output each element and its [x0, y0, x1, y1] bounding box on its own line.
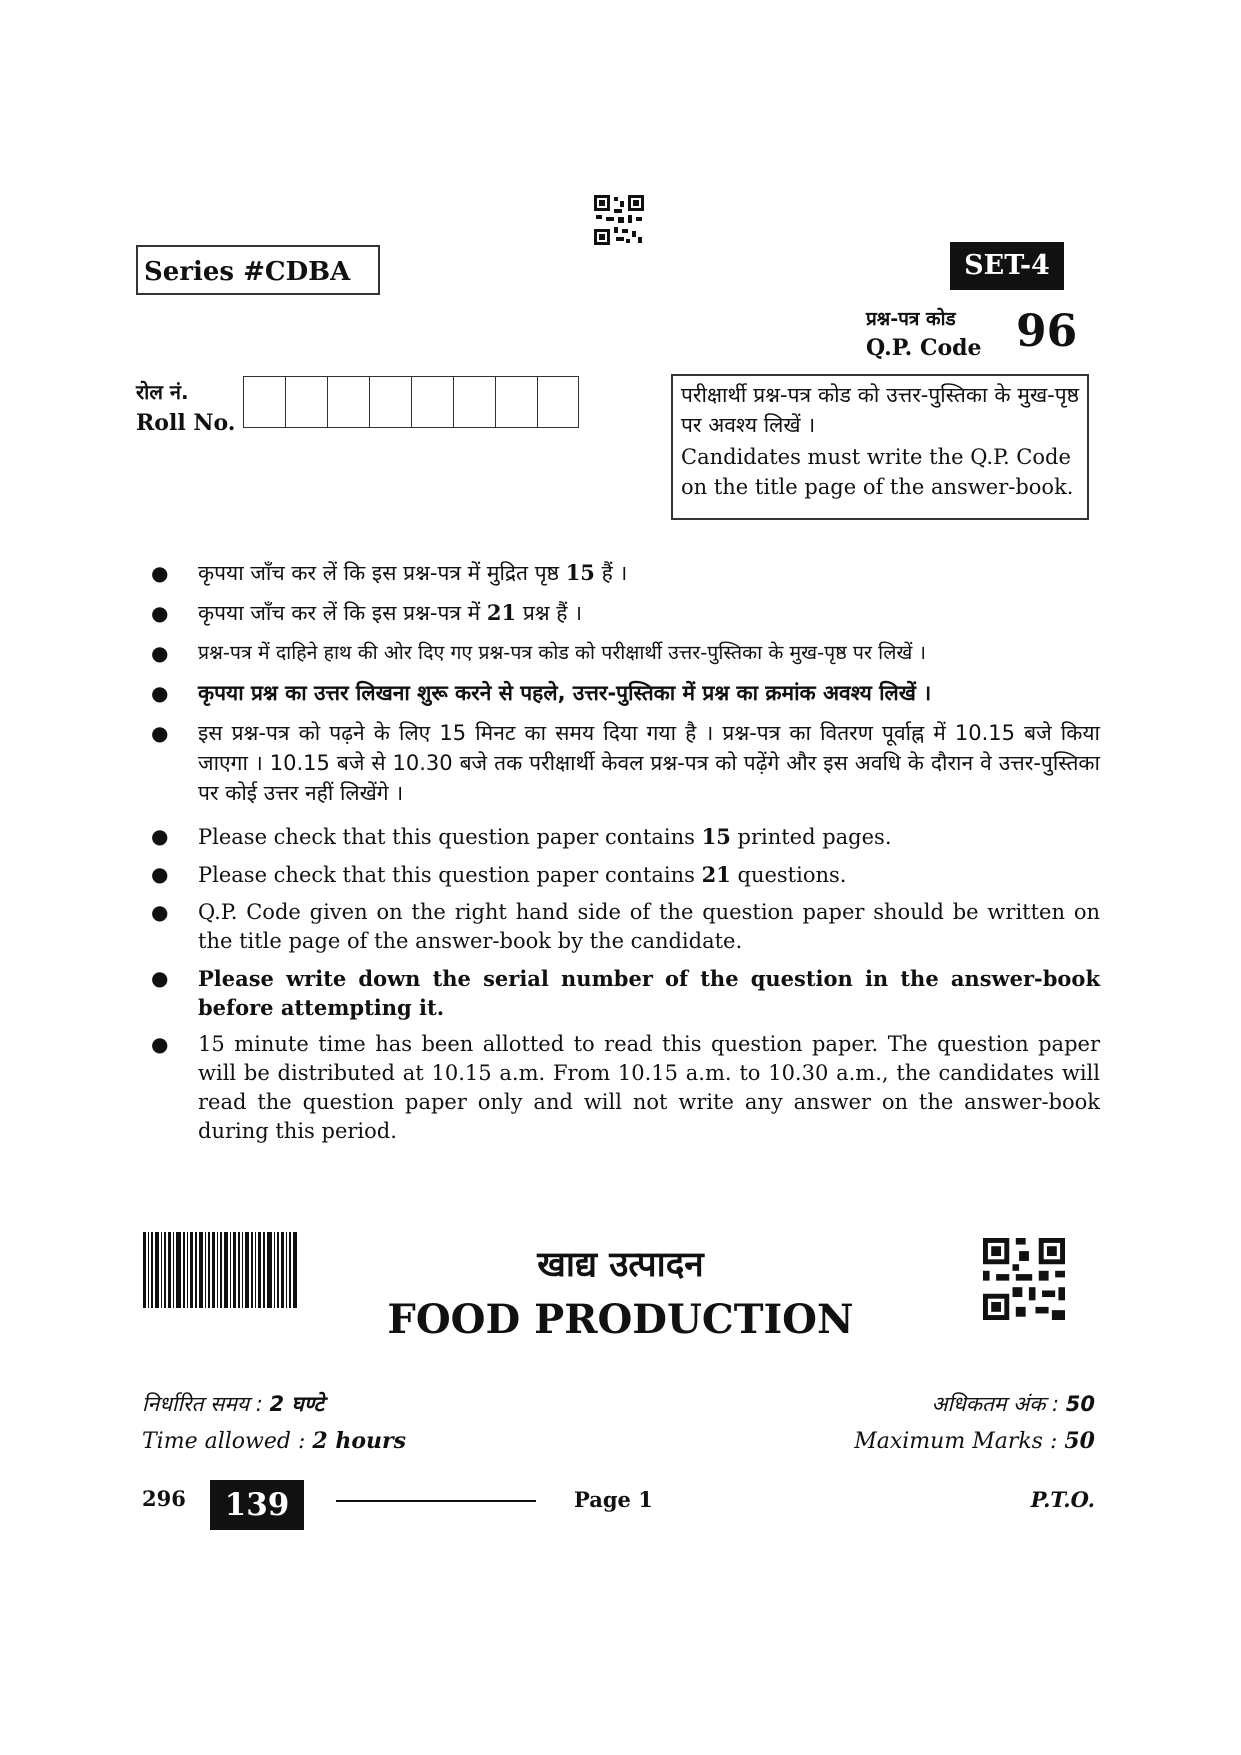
max-marks-hindi: अधिकतम अंक : 50: [931, 1392, 1095, 1416]
page-number: Page 1: [574, 1487, 653, 1512]
bullet-icon: ●: [151, 900, 169, 924]
qp-code-label-hindi: प्रश्न-पत्र कोड: [866, 308, 956, 330]
pto-label: P.T.O.: [1030, 1487, 1095, 1512]
instruction-english-4: ● Please write down the serial number of the question in the answer-book before attempting it.: [151, 966, 1100, 1020]
time-allowed-hindi: निर्धारित समय : 2 घण्टे: [142, 1392, 325, 1416]
instruction-hindi-2: ● कृपया जाँच कर लें कि इस प्रश्न-पत्र में 21 प्रश्न हैं ।: [140, 598, 1100, 628]
roll-digit-box[interactable]: [411, 376, 453, 428]
roll-digit-box[interactable]: [369, 376, 411, 428]
roll-digit-box[interactable]: [537, 376, 579, 428]
bullet-icon: ●: [151, 601, 169, 625]
roll-label: Roll No.: [136, 410, 236, 436]
bullet-icon: ●: [151, 721, 169, 745]
qp-code-label: Q.P. Code: [866, 335, 982, 361]
bullet-icon: ●: [151, 966, 169, 990]
set-badge: SET-4: [950, 242, 1064, 290]
bullet-icon: ●: [151, 824, 169, 848]
qr-code-bottom-icon: [982, 1238, 1066, 1320]
bullet-icon: ●: [151, 641, 169, 665]
instruction-english-2: ● Please check that this question paper contains 21 questions.: [151, 862, 847, 887]
max-marks: Maximum Marks : 50: [854, 1428, 1095, 1454]
subject-title-hindi: खाद्य उत्पादन: [537, 1245, 704, 1285]
time-allowed: Time allowed : 2 hours: [142, 1428, 406, 1454]
candidate-note-hindi: परीक्षार्थी प्रश्न-पत्र कोड को उत्तर-पुस्तिका के मुख-पृष्ठ पर अवश्य लिखें ।: [681, 383, 1079, 437]
roll-digit-box[interactable]: [327, 376, 369, 428]
footer-rule: [336, 1500, 536, 1502]
qp-code-value: 96: [1016, 306, 1078, 357]
bullet-icon: ●: [151, 862, 169, 886]
subject-title: FOOD PRODUCTION: [387, 1296, 854, 1343]
instruction-english-5: ● 15 minute time has been allotted to read this question paper. The question paper will be distributed at 10.15 a.m. From 10.15 a.m. to 10.30 a.m., the candidates will read the question paper only and will not write any answer on the answer-book during this period.: [151, 1032, 1100, 1143]
roll-label-hindi: रोल नं.: [136, 380, 189, 404]
bullet-icon: ●: [151, 561, 169, 585]
candidate-note-english: Candidates must write the Q.P. Code on the title page of the answer-book.: [681, 445, 1074, 499]
roll-digit-box[interactable]: [453, 376, 495, 428]
series-label: Series #CDBA: [136, 245, 380, 295]
instruction-hindi-5: ● इस प्रश्न-पत्र को पढ़ने के लिए 15 मिनट का समय दिया गया है । प्रश्न-पत्र का वितरण पूर्वाह्न में 10.15 बजे किया जाएगा । 10.15 बजे से 10.30 बजे तक परीक्षार्थी केवल प्रश्न-पत्र को पढ़ेंगे और इस अवधि के दौरान वे उत्तर-पुस्तिका पर कोई उत्तर नहीं लिखेंगे ।: [140, 718, 1100, 808]
paper-code: 296: [142, 1486, 186, 1511]
qr-code-top-icon: [594, 195, 644, 245]
roll-digit-box[interactable]: [243, 376, 285, 428]
bullet-icon: ●: [151, 681, 169, 705]
roll-digit-box[interactable]: [495, 376, 537, 428]
instruction-english-3: ● Q.P. Code given on the right hand side of the question paper should be written on the title page of the answer-book by the candidate.: [151, 900, 1100, 953]
bullet-icon: ●: [151, 1032, 169, 1056]
roll-number-boxes[interactable]: [243, 376, 579, 428]
instruction-hindi-4: ● कृपया प्रश्न का उत्तर लिखना शुरू करने से पहले, उत्तर-पुस्तिका में प्रश्न का क्रमांक अवश्य लिखें ।: [140, 678, 1100, 708]
instructions: [140, 558, 1100, 1154]
instruction-hindi-3: ● प्रश्न-पत्र में दाहिने हाथ की ओर दिए गए प्रश्न-पत्र कोड को परीक्षार्थी उत्तर-पुस्तिका के मुख-पृष्ठ पर लिखें ।: [140, 638, 1100, 668]
instruction-hindi-1: ● कृपया जाँच कर लें कि इस प्रश्न-पत्र में मुद्रित पृष्ठ 15 हैं ।: [140, 558, 1100, 588]
candidate-note-box: [671, 374, 1089, 520]
roll-digit-box[interactable]: [285, 376, 327, 428]
paper-number-badge: 139: [210, 1480, 304, 1530]
instruction-english-1: ● Please check that this question paper contains 15 printed pages.: [151, 824, 892, 849]
